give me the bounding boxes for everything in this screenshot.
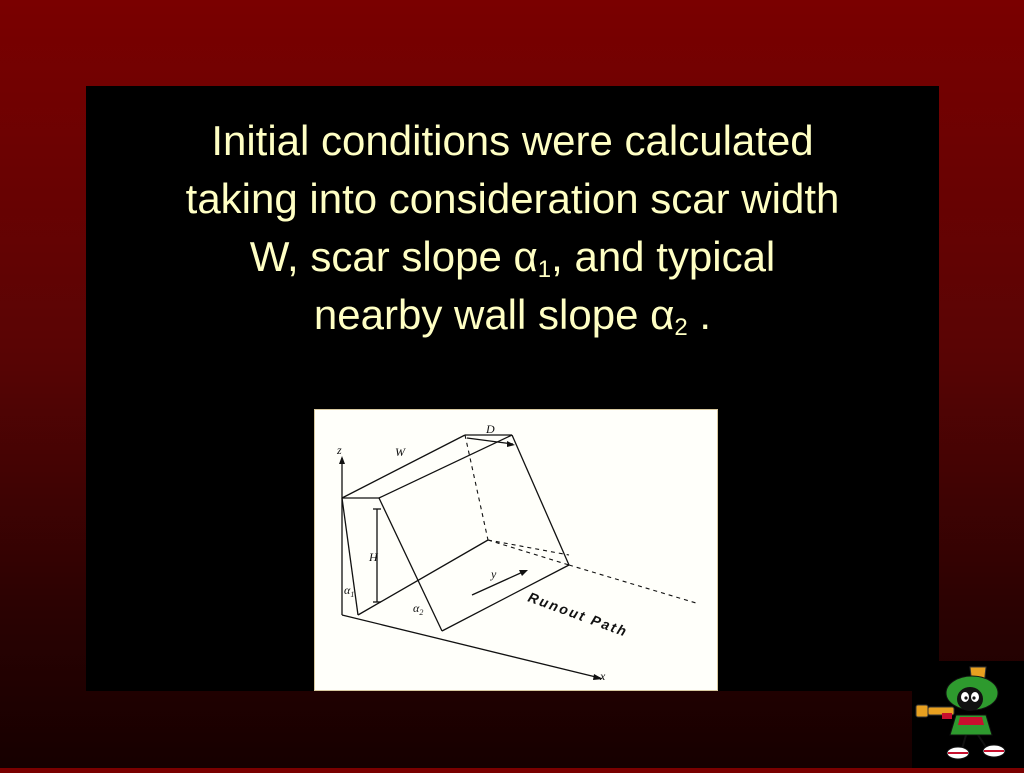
- z-arrowhead: [339, 456, 345, 464]
- hidden-base-edge: [488, 540, 569, 565]
- slide-body-text: [86, 112, 939, 344]
- mascot-drawing: [912, 661, 1024, 768]
- d-arrowhead: [507, 441, 515, 447]
- alpha1-subscript: 1: [537, 256, 552, 283]
- text-line-1: Initial conditions were calculated: [211, 117, 814, 164]
- alpha2-label: $\alpha_2$: [413, 601, 424, 617]
- z-label: z: [337, 443, 342, 457]
- alpha2-subscript: 2: [674, 314, 688, 341]
- hidden-vertical-edge: [465, 435, 488, 540]
- cartoon-alien-mascot-icon: [912, 661, 1024, 768]
- slide-content-panel: [86, 86, 939, 691]
- w-label: W: [395, 445, 405, 459]
- alpha1-label: $\alpha_1$: [344, 583, 355, 599]
- x-axis: [342, 615, 600, 678]
- h-label: H: [369, 550, 378, 564]
- runout-back-edge: [569, 565, 696, 603]
- d-dimension-line: [467, 438, 513, 444]
- scar-geometry-figure: [314, 409, 718, 691]
- d-label: D: [486, 422, 495, 436]
- text-line-4: [86, 286, 939, 344]
- text-line-3-start: W, scar slope α: [249, 233, 538, 280]
- text-line-2: taking into consideration scar width: [185, 175, 840, 222]
- text-line-4-end: .: [687, 291, 712, 338]
- text-line-3-end: , and typical: [551, 233, 776, 280]
- runout-path-label: Runout Path: [525, 588, 631, 640]
- text-line-3: [86, 228, 939, 286]
- front-wall-face-edge: [379, 498, 442, 631]
- y-label: y: [491, 567, 497, 581]
- x-label: x: [600, 669, 606, 683]
- text-line-4-start: nearby wall slope α: [313, 291, 675, 338]
- scar-geometry-diagram: [315, 410, 719, 692]
